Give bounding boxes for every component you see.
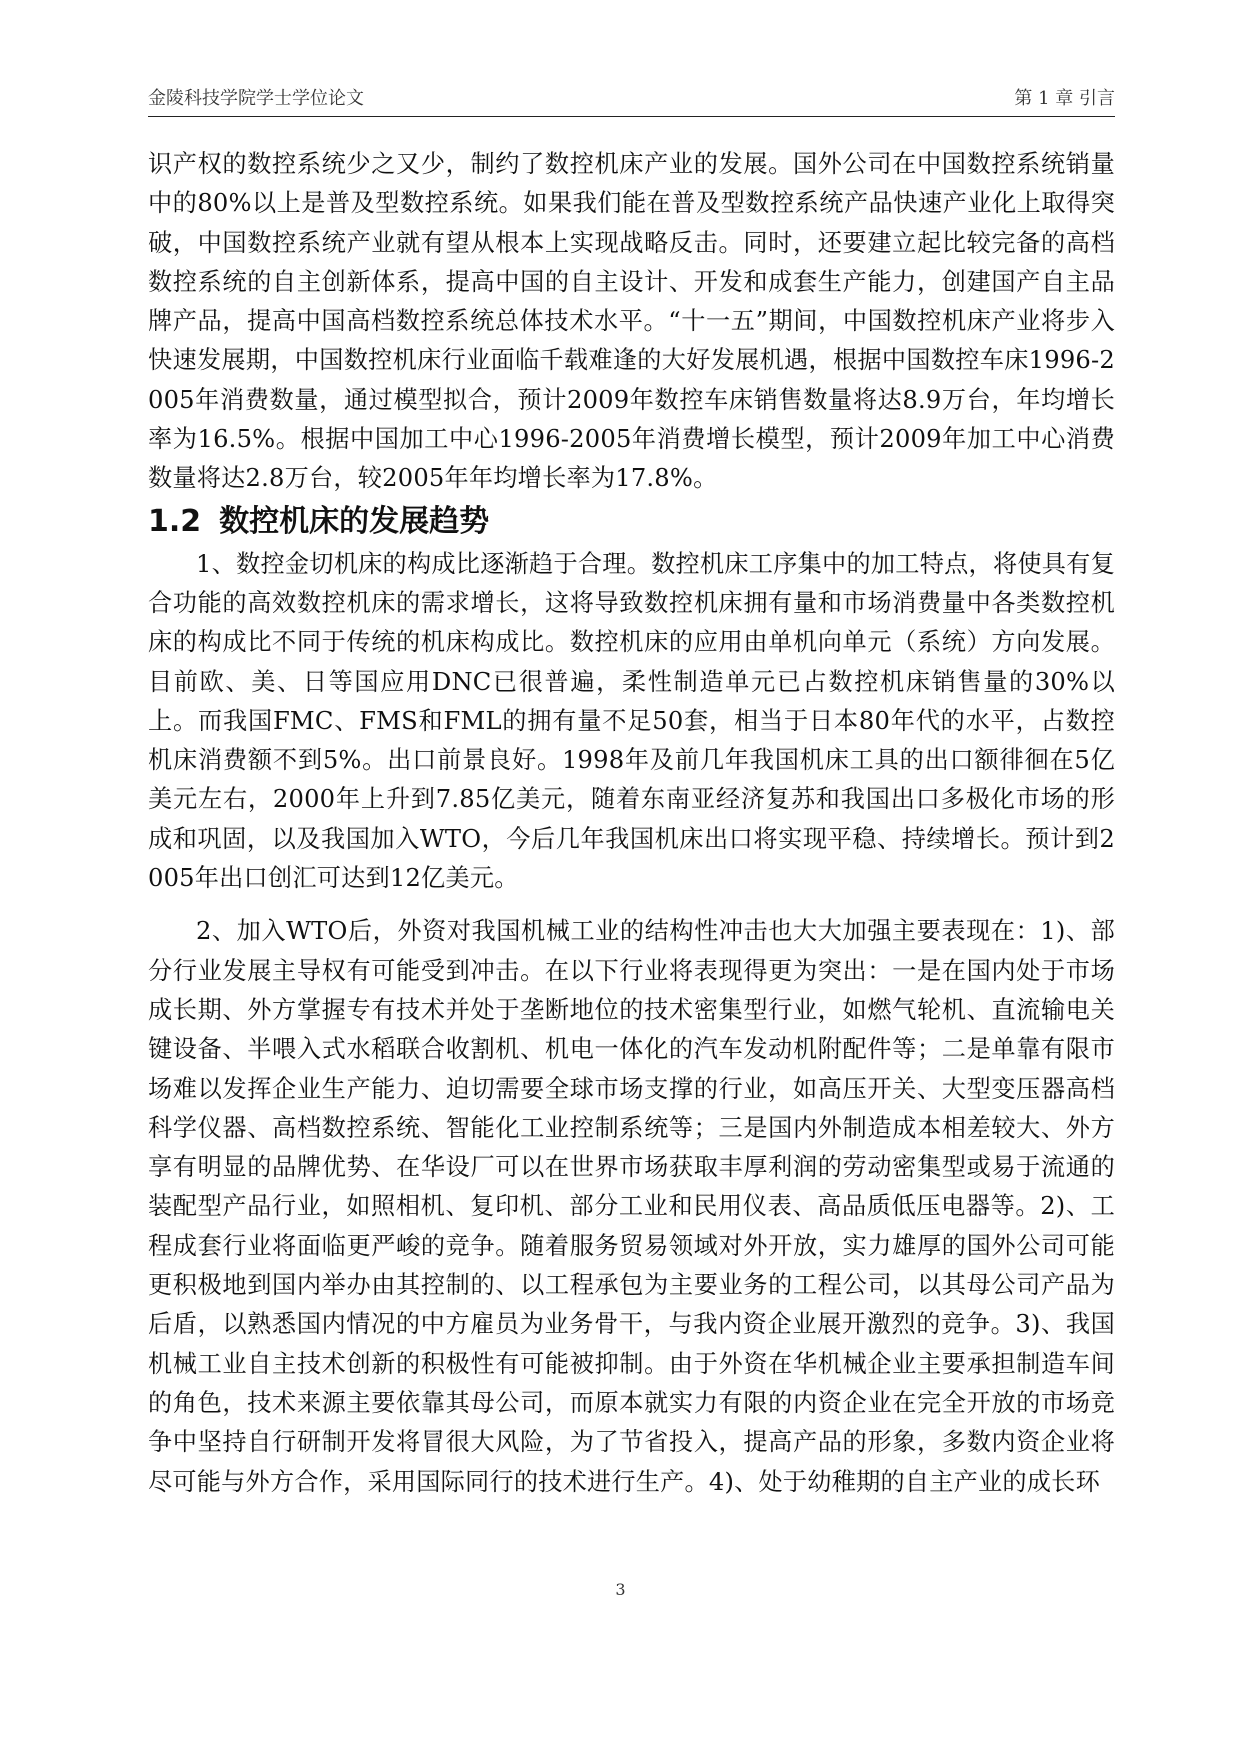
paragraph-continuation: 识产权的数控系统少之又少，制约了数控机床产业的发展。国外公司在中国数控系统销量中的80%以上是普及型数控系统。如果我们能在普及型数控系统产品快速产业化上取得突破，中国数控系统产业就有望从根本上实现战略反击。同时，还要建立起比较完备的高档数控系统的自主创新体系，提高中国的自主设计、开发和成套生产能力，创建国产自主品牌产品，提高中国高档数控系统总体技术水平。“十一五”期间，中国数控机床产业将步入快速发展期，中国数控机床行业面临千载难逢的大好发展机遇，根据中国数控车床1996-2005年消费数量，通过模型拟合，预计2009年数控车床销售数量将达8.9万台，年均增长率为16.5%。根据中国加工中心1996-2005年消费增长模型，预计2009年加工中心消费数量将达2.8万台，较2005年年均增长率为17.8%。 [148, 150, 1115, 493]
paragraph-trend-1: 1、数控金切机床的构成比逐渐趋于合理。数控机床工序集中的加工特点，将使具有复合功能的高效数控机床的需求增长，这将导致数控机床拥有量和市场消费量中各类数控机床的构成比不同于传统的机床构成比。数控机床的应用由单机向单元（系统）方向发展。目前欧、美、日等国应用DNC已很普遍，柔性制造单元已占数控机床销售量的30%以上。而我国FMC、FMS和FML的拥有量不足50套，相当于日本80年代的水平，占数控机床消费额不到5%。出口前景良好。1998年及前几年我国机床工具的出口额徘徊在5亿美元左右，2000年上升到7.85亿美元，随着东南亚经济复苏和我国出口多极化市场的形成和巩固，以及我国加入WTO，今后几年我国机床出口将实现平稳、持续增长。预计到2005年出口创汇可达到12亿美元。 [148, 549, 1115, 893]
paragraph-trend-2: 2、加入WTO后，外资对我国机械工业的结构性冲击也大大加强主要表现在：1)、部分行业发展主导权有可能受到冲击。在以下行业将表现得更为突出：一是在国内处于市场成长期、外方掌握专有技术并处于垄断地位的技术密集型行业，如燃气轮机、直流输电关键设备、半喂入式水稻联合收割机、机电一体化的汽车发动机附配件等；二是单靠有限市场难以发挥企业生产能力、迫切需要全球市场支撑的行业，如高压开关、大型变压器高档科学仪器、高档数控系统、智能化工业控制系统等；三是国内外制造成本相差较大、外方享有明显的品牌优势、在华设厂可以在世界市场获取丰厚利润的劳动密集型或易于流通的装配型产品行业，如照相机、复印机、部分工业和民用仪表、高品质低压电器等。2)、工程成套行业将面临更严峻的竞争。随着服务贸易领域对外开放，实力雄厚的国外公司可能更积极地到国内举办由其控制的、以工程承包为主要业务的工程公司，以其母公司产品为后盾，以熟悉国内情况的中方雇员为业务骨干，与我内资企业展开激烈的竞争。3)、我国机械工业自主技术创新的积极性有可能被抑制。由于外资在华机械企业主要承担制造车间的角色，技术来源主要依靠其母公司，而原本就实力有限的内资企业在完全开放的市场竞争中坚持自行研制开发将冒很大风险，为了节省投入，提高产品的形象，多数内资企业将尽可能与外方合作，采用国际同行的技术进行生产。4)、处于幼稚期的自主产业的成长环 [148, 917, 1115, 1496]
header-chapter-title: 第 1 章 引言 [1014, 88, 1115, 109]
body-text [148, 145, 1115, 1502]
section-heading [148, 501, 1115, 543]
section-title: 数控机床的发展趋势 [219, 503, 490, 539]
header-thesis-title: 金陵科技学院学士学位论文 [148, 88, 364, 109]
running-header [148, 86, 1115, 117]
section-number: 1.2 [148, 503, 202, 539]
page-number: 3 [615, 1580, 626, 1599]
paragraph-gap [148, 898, 1115, 912]
